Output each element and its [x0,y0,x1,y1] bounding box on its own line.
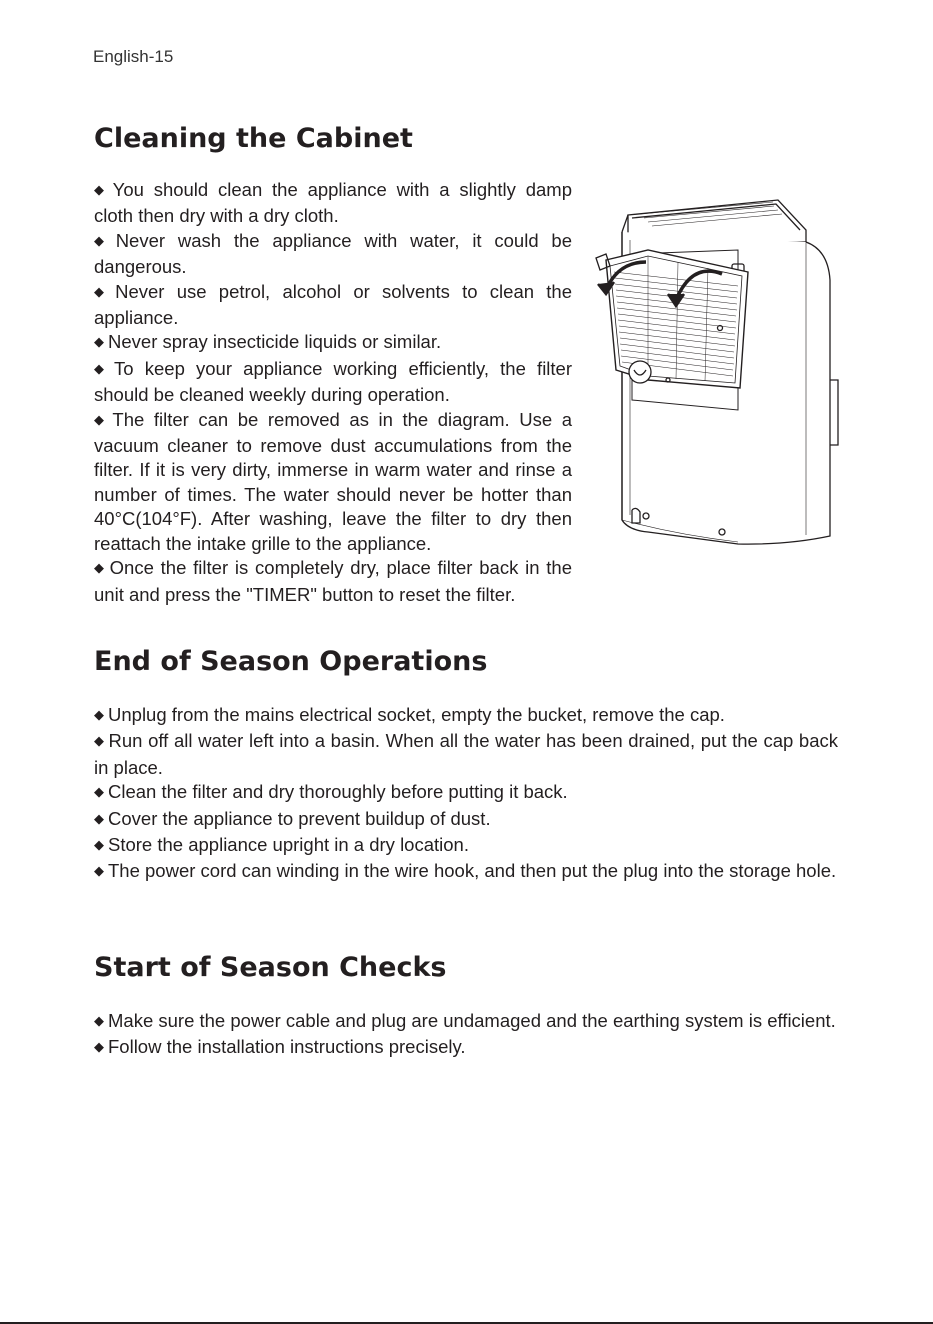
section-title-cleaning-cabinet: Cleaning the Cabinet [94,123,413,154]
dehumidifier-filter-removal-illustration [588,190,848,560]
list-item: ◆ Make sure the power cable and plug are undamaged and the earthing system is efficient. [94,1009,838,1035]
list-item: ◆ Cover the appliance to prevent buildup of dust. [94,807,838,833]
list-item: ◆ Never spray insecticide liquids or similar. [94,330,572,356]
list-item: ◆ Run off all water left into a basin. When all the water has been drained, put the cap back in place. [94,729,838,780]
list-item: ◆ The filter can be removed as in the diagram. Use a vacuum cleaner to remove dust accumulations from the filter. If it is very dirty, immerse in warm water and rinse a number of times. The water should never be hotter than 40°C(104°F). After washing, leave the filter to dry then reattach the intake grille to the appliance. [94,408,572,556]
list-item: ◆ The power cord can winding in the wire hook, and then put the plug into the storage hole. [94,859,838,885]
list-item: ◆ Follow the installation instructions precisely. [94,1035,838,1061]
list-item: ◆ Once the filter is completely dry, place filter back in the unit and press the "TIMER" button to reset the filter. [94,556,572,607]
list-item: ◆ Never use petrol, alcohol or solvents to clean the appliance. [94,280,572,331]
list-item: ◆ Store the appliance upright in a dry location. [94,833,838,859]
section-title-end-of-season: End of Season Operations [94,646,488,677]
list-item: ◆ Clean the filter and dry thoroughly before putting it back. [94,780,838,806]
end-of-season-list [94,703,838,886]
list-item: ◆ You should clean the appliance with a slightly damp cloth then dry with a dry cloth. [94,178,572,229]
cleaning-cabinet-list [94,178,572,607]
start-of-season-list [94,1009,838,1062]
section-title-start-of-season: Start of Season Checks [94,952,447,983]
list-item: ◆ Unplug from the mains electrical socket, empty the bucket, remove the cap. [94,703,838,729]
page-number: English-15 [93,47,174,66]
list-item: ◆ To keep your appliance working efficiently, the filter should be cleaned weekly during operation. [94,357,572,408]
list-item: ◆ Never wash the appliance with water, it could be dangerous. [94,229,572,280]
